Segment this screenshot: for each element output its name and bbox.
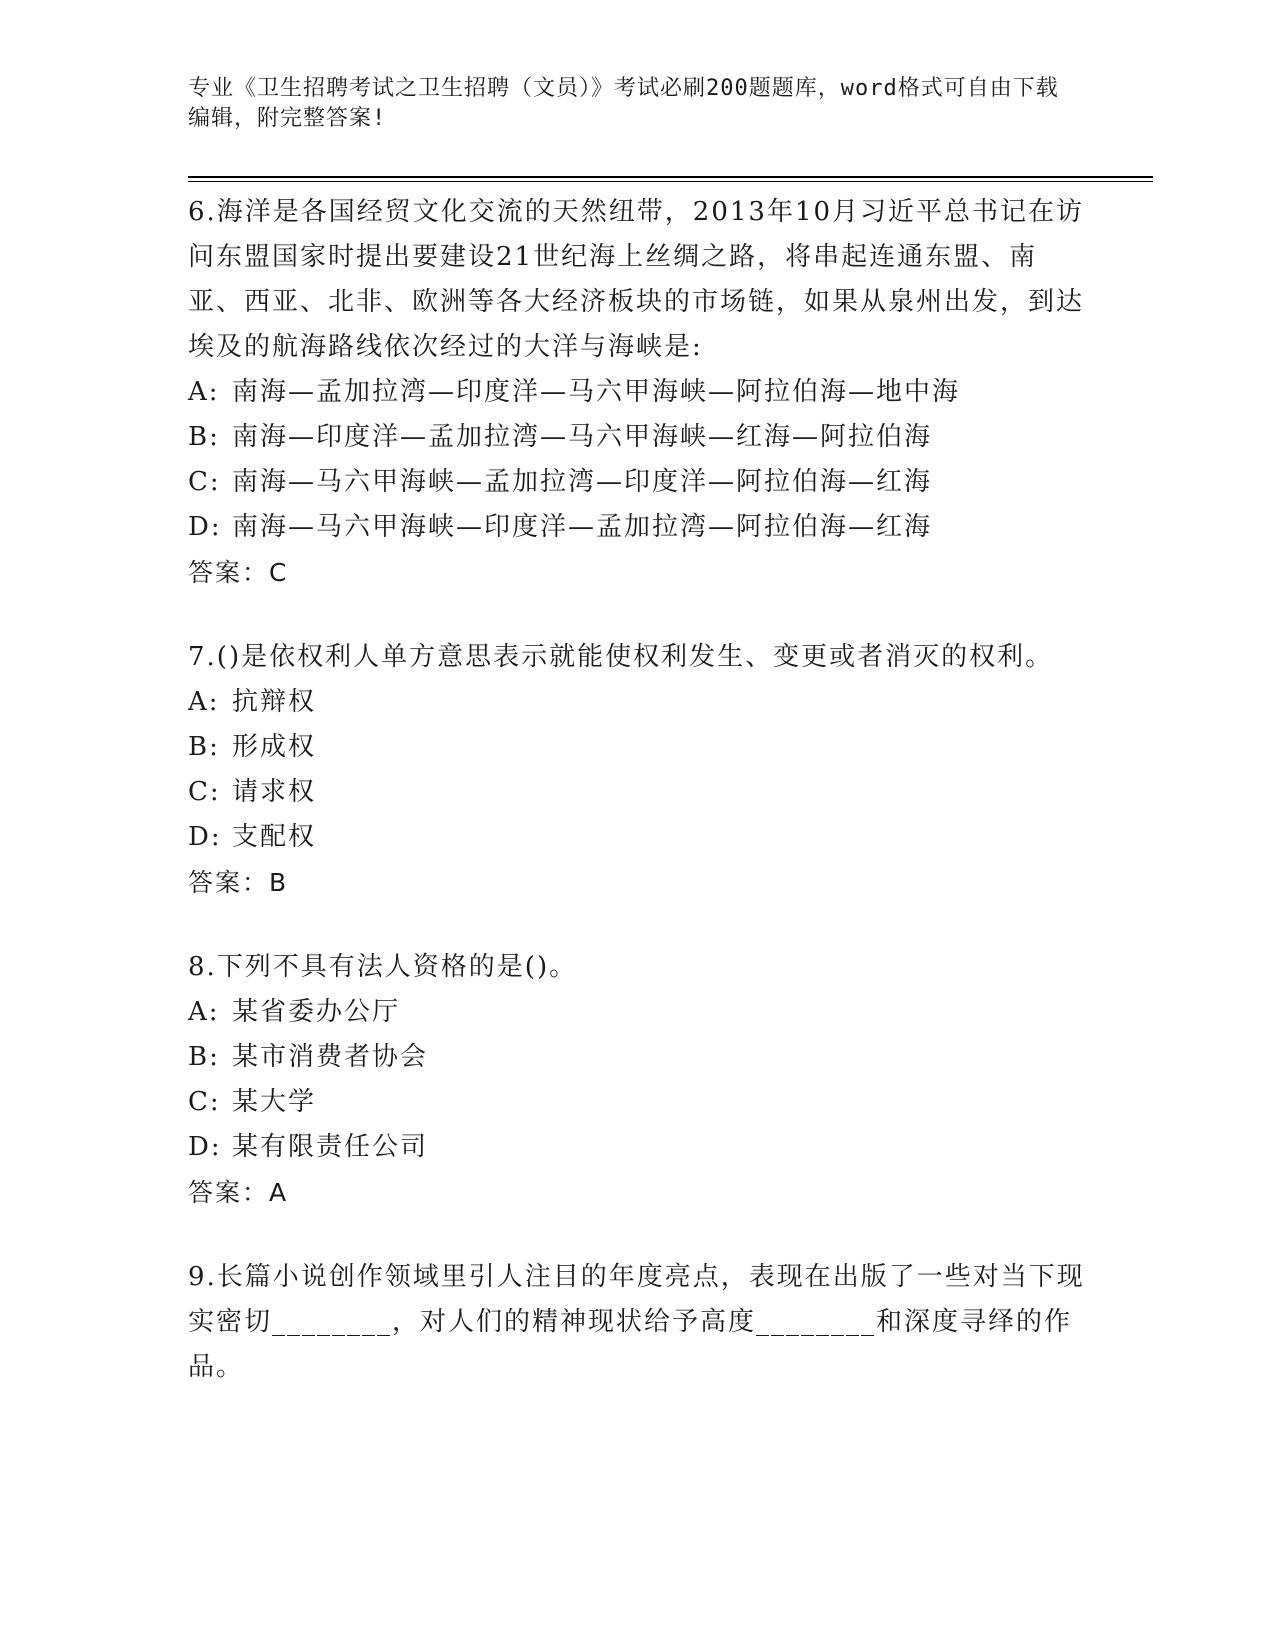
option-a — [188, 680, 1088, 725]
option-letter: B: — [188, 422, 220, 452]
answer: 答案：A — [188, 1178, 289, 1207]
option-letter: C: — [188, 467, 221, 497]
option-text: 南海—印度洋—孟加拉湾—马六甲海峡—红海—阿拉伯海 — [232, 422, 933, 452]
option-a — [188, 370, 1088, 415]
document-header: 专业《卫生招聘考试之卫生招聘（文员）》考试必刷200题题库，word格式可自由下载编辑，附完整答案! — [188, 76, 1059, 131]
option-text: 某省委办公厅 — [232, 997, 401, 1027]
option-d — [188, 1125, 1088, 1170]
option-b — [188, 415, 1088, 460]
option-text: 南海—孟加拉湾—印度洋—马六甲海峡—阿拉伯海—地中海 — [232, 377, 961, 407]
option-letter: D: — [188, 822, 222, 852]
option-c — [188, 770, 1088, 815]
option-letter: D: — [188, 1132, 222, 1162]
answer: 答案：C — [188, 558, 289, 587]
option-d — [188, 505, 1088, 550]
option-c — [188, 460, 1088, 505]
option-text: 抗辩权 — [232, 687, 317, 717]
option-text: 形成权 — [232, 732, 317, 762]
option-text: 请求权 — [232, 777, 317, 807]
option-text: 某大学 — [232, 1087, 317, 1117]
answer: 答案：B — [188, 868, 289, 897]
header-divider-thin — [188, 181, 1153, 182]
option-letter: A: — [188, 997, 220, 1027]
question-stem: 7.()是依权利人单方意思表示就能使权利发生、变更或者消灭的权利。 — [188, 642, 1054, 672]
question-7 — [188, 635, 1088, 905]
option-text: 某市消费者协会 — [232, 1042, 429, 1072]
question-stem: 9.长篇小说创作领域里引人注目的年度亮点，表现在出版了一些对当下现实密切________，对人们的精神现状给予高度________和深度寻绎的作品。 — [188, 1262, 1085, 1382]
question-stem: 6.海洋是各国经贸文化交流的天然纽带，2013年10月习近平总书记在访问东盟国家时提出要建设21世纪海上丝绸之路，将串起连通东盟、南亚、西亚、北非、欧洲等各大经济板块的市场链，如果从泉州出发，到达埃及的航海路线依次经过的大洋与海峡是: — [188, 197, 1085, 362]
question-6 — [188, 190, 1088, 595]
header-divider-thick — [188, 176, 1153, 178]
option-letter: B: — [188, 732, 220, 762]
option-text: 某有限责任公司 — [232, 1132, 429, 1162]
option-letter: A: — [188, 687, 220, 717]
question-stem: 8.下列不具有法人资格的是()。 — [188, 952, 578, 982]
question-9 — [188, 1255, 1088, 1390]
option-letter: A: — [188, 377, 220, 407]
option-b — [188, 1035, 1088, 1080]
option-d — [188, 815, 1088, 860]
option-letter: B: — [188, 1042, 220, 1072]
question-8 — [188, 945, 1088, 1215]
option-letter: C: — [188, 777, 221, 807]
option-text: 南海—马六甲海峡—孟加拉湾—印度洋—阿拉伯海—红海 — [232, 467, 933, 497]
option-text: 南海—马六甲海峡—印度洋—孟加拉湾—阿拉伯海—红海 — [232, 512, 933, 542]
question-list — [188, 190, 1088, 1430]
option-c — [188, 1080, 1088, 1125]
option-letter: D: — [188, 512, 222, 542]
option-b — [188, 725, 1088, 770]
option-a — [188, 990, 1088, 1035]
option-text: 支配权 — [232, 822, 317, 852]
option-letter: C: — [188, 1087, 221, 1117]
